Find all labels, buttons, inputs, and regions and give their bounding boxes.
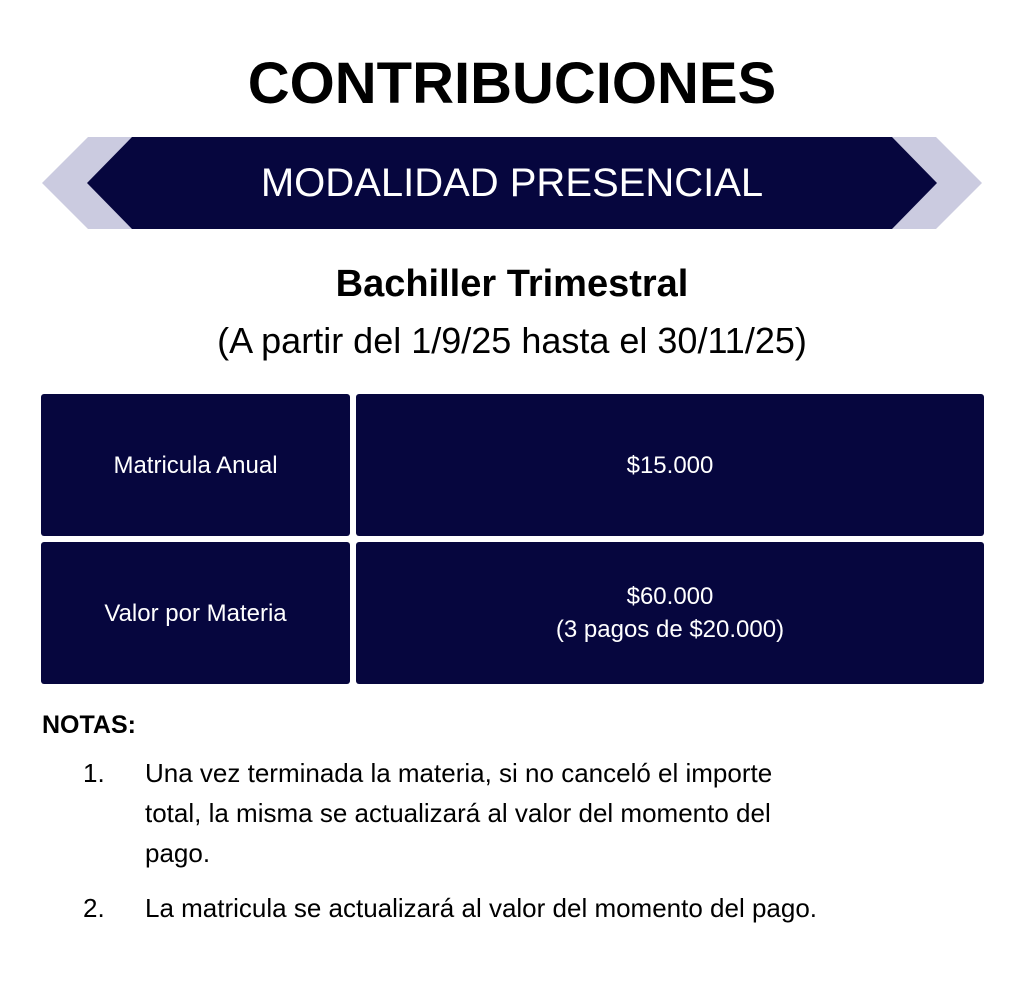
note-line: total, la misma se actualizará al valor del momento del [145, 798, 771, 828]
fee-value: $15.000 [626, 451, 714, 479]
notes-heading: NOTAS: [42, 711, 136, 739]
fee-label: Valor por Materia [104, 599, 287, 627]
note-item-1 [0, 753, 1024, 873]
note-line: pago. [145, 838, 211, 868]
note-text [145, 753, 925, 873]
program-period: (A partir del 1/9/25 hasta el 30/11/25) [217, 320, 807, 361]
banner-label: MODALIDAD PRESENCIAL [260, 161, 764, 205]
note-text [145, 888, 925, 928]
fee-label-cell-subject [41, 542, 350, 684]
fee-value-cell-enrollment [356, 394, 984, 536]
note-item-2 [0, 888, 1024, 928]
fee-value-cell-subject [356, 542, 984, 684]
fee-label: Matricula Anual [113, 451, 278, 479]
page-title: CONTRIBUCIONES [247, 51, 777, 116]
fee-value: $60.000 [626, 583, 714, 610]
program-name: Bachiller Trimestral [335, 263, 689, 305]
note-line: Una vez terminada la materia, si no canceló el importe [145, 758, 773, 788]
modality-banner [0, 137, 1024, 229]
fee-detail: (3 pagos de $20.000) [555, 616, 785, 643]
note-number: 2. [83, 893, 105, 923]
note-line: La matricula se actualizará al valor del momento del pago. [145, 893, 818, 923]
note-number: 1. [83, 758, 105, 788]
fee-label-cell-enrollment [41, 394, 350, 536]
